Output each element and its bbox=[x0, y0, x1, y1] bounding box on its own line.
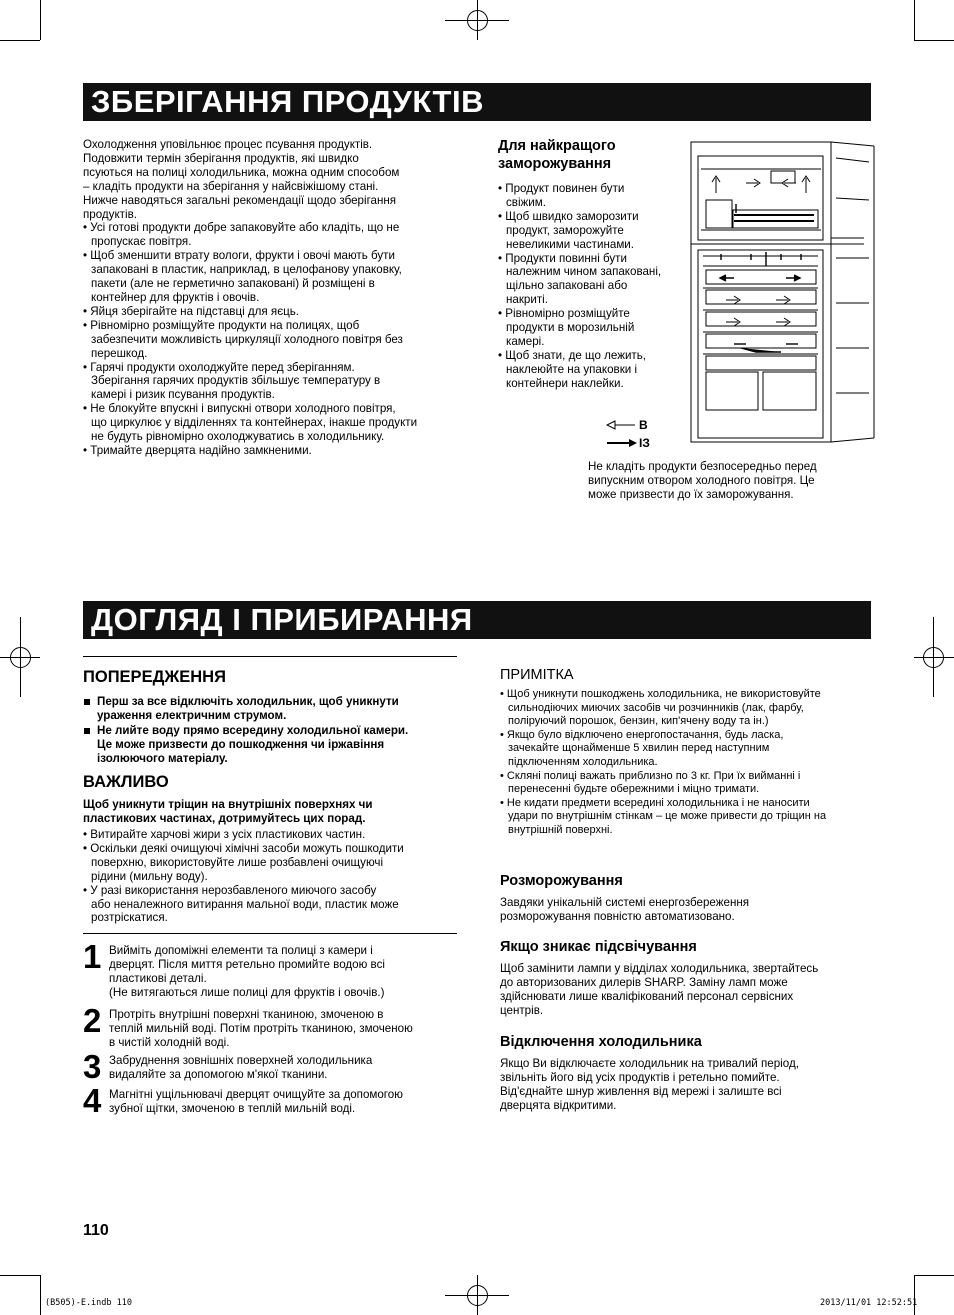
storage-tip bbox=[83, 221, 463, 249]
light-line: здійснювати лише кваліфікований персонал сервісних bbox=[500, 989, 794, 1003]
note-item bbox=[500, 770, 875, 797]
diagram-caption bbox=[588, 460, 868, 502]
warning-text: Не лийте воду прямо всередину холодильної камери. bbox=[97, 724, 409, 737]
section-title-storage: ЗБЕРІГАННЯ ПРОДУКТІВ bbox=[83, 83, 871, 121]
legend-out-label: ІЗ bbox=[639, 436, 650, 450]
freeze-tip-line: • Продукти повинні бути bbox=[498, 251, 627, 265]
storage-tip-line: • Усі готові продукти добре запаковуйте або кладіть, що не bbox=[83, 221, 400, 235]
important-heading: ВАЖЛИВО bbox=[83, 773, 169, 791]
fridge-illustration bbox=[686, 138, 881, 448]
important-tip bbox=[83, 842, 463, 884]
crop-mark bbox=[40, 0, 41, 40]
storage-tip-line: не будуть рівномірно охолоджуватись в холодильнику. bbox=[91, 430, 385, 444]
important-tip-line: рідини (мильну воду). bbox=[91, 869, 208, 883]
intro-line: псуються на полиці холодильника, можна одним способом bbox=[83, 165, 400, 179]
crop-mark bbox=[0, 40, 40, 41]
step-text bbox=[109, 1054, 459, 1082]
step-line: зубної щітки, змоченою в теплій мильній воді. bbox=[109, 1101, 356, 1115]
freeze-tips-list bbox=[498, 182, 688, 391]
important-tip bbox=[83, 884, 463, 926]
intro-line: Охолодження уповільнює процес псування продуктів. bbox=[83, 138, 373, 151]
warning-heading: ПОПЕРЕДЖЕННЯ bbox=[83, 668, 226, 686]
light-heading: Якщо зникає підсвічування bbox=[500, 939, 697, 955]
note-item-line: • Якщо було відключено енергопостачання, будь ласка, bbox=[500, 728, 784, 741]
freeze-tip bbox=[498, 210, 688, 252]
storage-tip-line: • Гарячі продукти охолоджуйте перед зберіганням. bbox=[83, 360, 355, 374]
warning-list bbox=[83, 695, 463, 767]
important-tip-line: • Оскільки деякі очищуючі хімічні засоби можуть пошкодити bbox=[83, 841, 404, 855]
storage-tip-line: • Щоб зменшити втрату вологи, фрукти і овочі мають бути bbox=[83, 249, 395, 263]
warning-line bbox=[83, 752, 463, 766]
storage-tip bbox=[83, 361, 463, 403]
slug-timestamp: 2013/11/01 12:52:51 bbox=[820, 1298, 918, 1308]
storage-tip-line: запаковані в пластик, наприклад, в целофанову упаковку, bbox=[91, 263, 402, 277]
freeze-tip-line: накриті. bbox=[506, 293, 548, 307]
note-item-line: сильнодіючих миючих засобів чи розчинників (лак, фарбу, bbox=[508, 701, 804, 714]
step-line: дверцят. Після миття ретельно промийте водою всі bbox=[109, 957, 385, 971]
caption-line: може призвести до їх заморожування. bbox=[588, 487, 794, 501]
warning-item bbox=[83, 724, 463, 766]
caption-line: Не кладіть продукти безпосередньо перед bbox=[588, 460, 817, 473]
freeze-heading-line: Для найкращого bbox=[498, 138, 616, 154]
light-line: центрів. bbox=[500, 1003, 544, 1017]
storage-tip-line: що циркулює у відділеннях та контейнерах, інакше продукти bbox=[91, 416, 418, 430]
step-number: 2 bbox=[83, 1002, 102, 1039]
important-tip-line: • Витирайте харчові жири з усіх пластикових частин. bbox=[83, 828, 366, 841]
note-item-line: • Скляні полиці важать приблизно по 3 кг. При їх вийманні і bbox=[500, 769, 801, 782]
defrost-line: розморожування повністю автоматизовано. bbox=[500, 909, 735, 923]
important-tip-line: або неналежного витирання мальної води, пластик може bbox=[91, 897, 399, 911]
storage-tip bbox=[83, 319, 463, 361]
step-text bbox=[109, 1008, 459, 1050]
fridge-airflow-diagram bbox=[686, 138, 881, 448]
step-line: видаляйте за допомогою м'якої тканини. bbox=[109, 1067, 328, 1081]
step-number: 1 bbox=[83, 938, 102, 975]
step-line: в чистій холодній воді. bbox=[109, 1035, 230, 1049]
defrost-text bbox=[500, 896, 875, 924]
note-item-line: поліруючий порошок, бензин, кип'ячену воду та ін.) bbox=[508, 715, 769, 728]
note-item-line: • Щоб уникнути пошкоджень холодильника, не використовуйте bbox=[500, 688, 821, 700]
warning-line bbox=[83, 695, 463, 709]
legend-in-label: В bbox=[639, 418, 648, 432]
divider bbox=[83, 933, 457, 934]
warning-text: ізолюючого матеріалу. bbox=[97, 752, 228, 765]
freeze-tip-line: належним чином запаковані, bbox=[506, 265, 662, 279]
important-tip-line: • У разі використання нерозбавленого миючого засобу bbox=[83, 883, 377, 897]
freeze-tip-line: • Щоб знати, де що лежить, bbox=[498, 348, 646, 362]
warning-item bbox=[83, 695, 463, 723]
storage-tip-line: • Тримайте дверцята надійно замкненими. bbox=[83, 443, 312, 457]
freeze-tip-line: наклеюйте на упаковки і bbox=[506, 362, 638, 376]
freeze-tip-line: невеликими частинами. bbox=[506, 237, 634, 251]
important-tip-line: розтріскатися. bbox=[91, 911, 168, 925]
note-item bbox=[500, 797, 875, 838]
crop-mark bbox=[914, 1275, 954, 1276]
important-intro-line: пластикових частинах, дотримуйтесь цих порад. bbox=[83, 811, 366, 825]
freeze-tip bbox=[498, 307, 688, 349]
storage-intro bbox=[83, 138, 463, 458]
note-item-line: перенесенні будьте обережними і міцно тримати. bbox=[508, 783, 760, 796]
warning-line bbox=[83, 738, 463, 752]
freeze-tip-line: продукт, заморожуйте bbox=[506, 223, 624, 237]
freeze-tip-line: щільно запаковані або bbox=[506, 279, 628, 293]
intro-line: Нижче наводяться загальні рекомендації щодо зберігання bbox=[83, 193, 397, 207]
light-line: Щоб замінити лампи у відділах холодильника, звертайтесь bbox=[500, 962, 819, 975]
intro-line: – кладіть продукти на зберігання у найсвіжішому стані. bbox=[83, 179, 379, 193]
storage-tip-line: забезпечити можливість циркуляції холодного повітря без bbox=[91, 332, 403, 346]
note-item bbox=[500, 688, 875, 729]
freeze-tip bbox=[498, 349, 688, 391]
step-text bbox=[109, 944, 459, 1000]
crop-mark bbox=[914, 40, 954, 41]
intro-line: Подовжити термін зберігання продуктів, які швидко bbox=[83, 151, 359, 165]
switch-off-line: звільніть його від усіх продуктів і ретельно помийте. bbox=[500, 1070, 780, 1084]
defrost-heading: Розморожування bbox=[500, 873, 623, 889]
storage-tip bbox=[83, 249, 463, 305]
crop-mark bbox=[914, 1275, 915, 1315]
airflow-arrows-icon bbox=[605, 418, 641, 454]
storage-tip-line: • Яйця зберігайте на підставці для яєць. bbox=[83, 304, 300, 318]
note-item-line: • Не кидати предмети всередині холодильника і не наносити bbox=[500, 796, 810, 809]
step-line: Вийміть допоміжні елементи та полиці з камери і bbox=[109, 944, 373, 957]
slug-file-info: (B505)-E.indb 110 bbox=[45, 1298, 132, 1308]
important-list bbox=[83, 828, 463, 925]
crop-mark bbox=[0, 1275, 40, 1276]
freeze-tip-line: свіжим. bbox=[506, 195, 546, 209]
warning-text: Це може призвести до пошкодження чи іржавіння bbox=[97, 738, 385, 751]
square-bullet-icon bbox=[84, 699, 90, 705]
storage-tip bbox=[83, 444, 463, 458]
switch-off-line: дверцята відкритими. bbox=[500, 1098, 617, 1112]
step-line: пластикові деталі. bbox=[109, 971, 207, 985]
light-text bbox=[500, 962, 875, 1018]
note-item bbox=[500, 729, 875, 770]
freeze-heading bbox=[498, 137, 688, 173]
section-title-care: ДОГЛЯД І ПРИБИРАННЯ bbox=[83, 601, 871, 639]
important-intro-line: Щоб уникнути тріщин на внутрішніх поверхнях чи bbox=[83, 798, 373, 811]
freeze-tip-line: контейнери наклейки. bbox=[506, 376, 624, 390]
note-item-line: підключенням холодильника. bbox=[508, 755, 658, 768]
step-text bbox=[109, 1088, 459, 1116]
crop-mark bbox=[914, 0, 915, 40]
step-line: Магнітні ущільнювачі дверцят очищуйте за допомогою bbox=[109, 1088, 403, 1101]
note-list bbox=[500, 688, 875, 838]
switch-off-text bbox=[500, 1057, 875, 1113]
storage-tip-line: • Не блокуйте впускні і випускні отвори холодного повітря, bbox=[83, 402, 396, 416]
storage-tip bbox=[83, 402, 463, 444]
storage-tip-line: контейнер для фруктів і овочів. bbox=[91, 290, 260, 304]
important-intro bbox=[83, 798, 463, 826]
note-heading: ПРИМІТКА bbox=[500, 667, 574, 683]
freeze-heading-line: заморожування bbox=[498, 156, 612, 172]
defrost-line: Завдяки унікальній системі енергозбереження bbox=[500, 896, 750, 909]
important-tip bbox=[83, 828, 463, 842]
note-item-line: внутрішній поверхні. bbox=[508, 823, 613, 836]
warning-text: Перш за все відключіть холодильник, щоб уникнути bbox=[97, 695, 399, 708]
warning-line bbox=[83, 724, 463, 738]
step-line: теплій мильній воді. Потім протріть тканиною, змоченою bbox=[109, 1021, 413, 1035]
freeze-tip-line: камері. bbox=[506, 334, 545, 348]
storage-tip-line: пропускає повітря. bbox=[91, 235, 192, 249]
note-item-line: удари по внутрішнім стінкам – це може привести до тріщин на bbox=[508, 810, 827, 823]
freeze-tip-line: • Рівномірно розміщуйте bbox=[498, 307, 630, 321]
step-line: Забруднення зовнішніх поверхней холодильника bbox=[109, 1054, 373, 1067]
freeze-tip-line: • Щоб швидко заморозити bbox=[498, 209, 639, 223]
storage-tip-line: камері і ризик псування продуктів. bbox=[91, 388, 275, 402]
switch-off-line: Від'єднайте шнур живлення від мережі і залиште всі bbox=[500, 1084, 782, 1098]
step-number: 4 bbox=[83, 1082, 102, 1119]
note-item-line: зачекайте щонайменше 5 хвилин перед наступним bbox=[508, 742, 770, 755]
storage-tip bbox=[83, 305, 463, 319]
square-bullet-icon bbox=[84, 728, 90, 734]
warning-line bbox=[83, 709, 463, 723]
step-number: 3 bbox=[83, 1048, 102, 1085]
divider bbox=[83, 656, 457, 657]
important-tip-line: поверхню, використовуйте лише розбавлені очищуючі bbox=[91, 855, 384, 869]
caption-line: випускним отвором холодного повітря. Це bbox=[588, 473, 815, 487]
freeze-tip-line: продукти в морозильній bbox=[506, 321, 635, 335]
light-line: до авторизованих дилерів SHARP. Заміну ламп може bbox=[500, 975, 788, 989]
freeze-tip bbox=[498, 182, 688, 210]
switch-off-heading: Відключення холодильника bbox=[500, 1034, 702, 1050]
storage-tip-line: перешкод. bbox=[91, 346, 148, 360]
storage-tip-line: • Рівномірно розміщуйте продукти на полицях, щоб bbox=[83, 318, 360, 332]
page-number: 110 bbox=[83, 1222, 109, 1239]
step-line: Протріть внутрішні поверхні тканиною, змоченою в bbox=[109, 1008, 384, 1021]
warning-text: ураження електричним струмом. bbox=[97, 709, 287, 722]
storage-tip-line: пакети (але не герметично запаковані) й розміщені в bbox=[91, 277, 375, 291]
storage-tip-line: Зберігання гарячих продуктів збільшує температуру в bbox=[91, 374, 381, 388]
switch-off-line: Якщо Ви відключаєте холодильник на тривалий період, bbox=[500, 1057, 799, 1070]
freeze-tip-line: • Продукт повинен бути bbox=[498, 182, 625, 195]
step-line: (Не витягаються лише полиці для фруктів і овочів.) bbox=[109, 985, 385, 999]
crop-mark bbox=[40, 1275, 41, 1315]
freeze-tip bbox=[498, 252, 688, 308]
intro-line: продуктів. bbox=[83, 207, 137, 221]
